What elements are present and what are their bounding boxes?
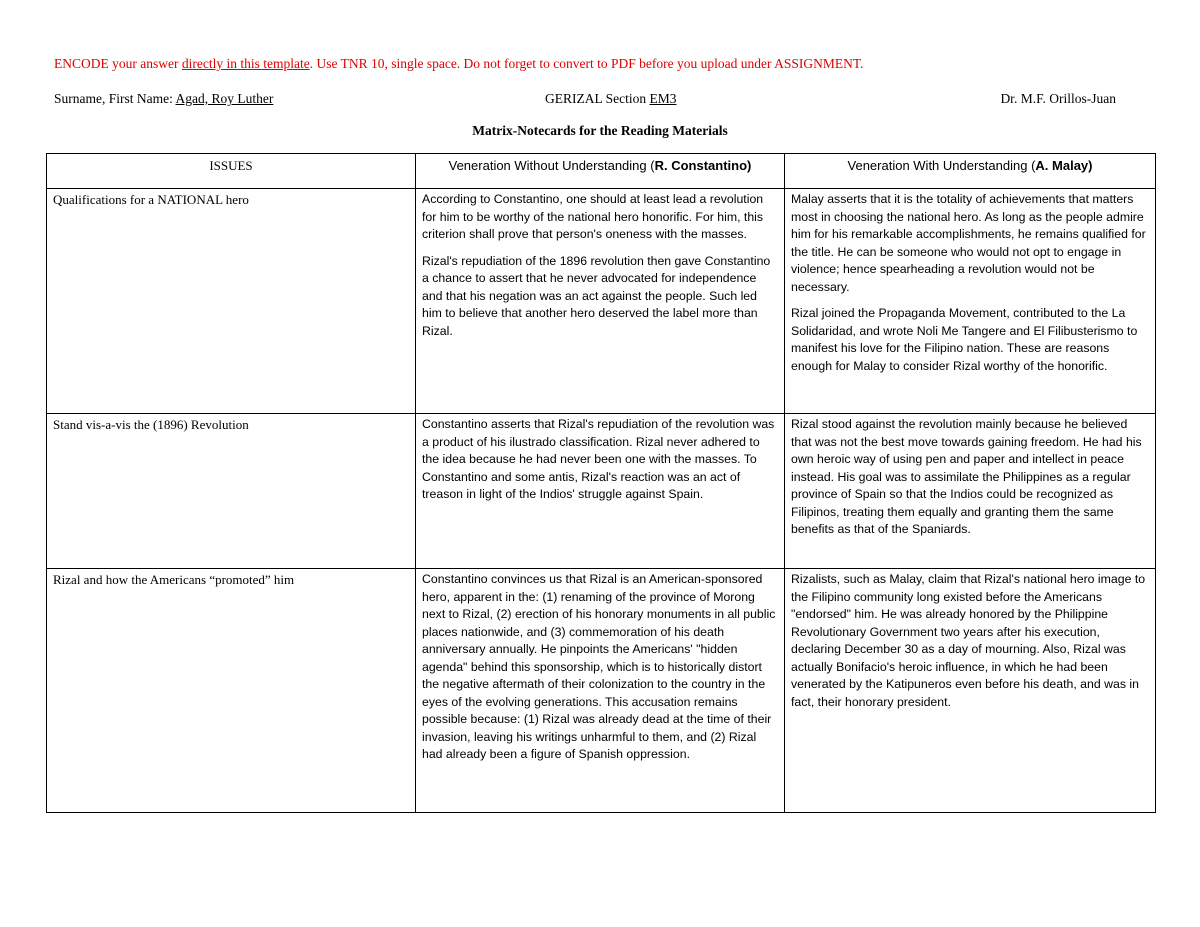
cell-paragraph: Constantino asserts that Rizal's repudiation of the revolution was a product of his ilustrado classification. Rizal never adhered to the idea because he had never been one with the masses. To Constantino and some antis, Rizal's reaction was an act of treason in light of the Indios' struggle against Spain.	[422, 417, 775, 501]
instructor-name: Dr. M.F. Orillos-Juan	[1000, 91, 1116, 106]
constantino-cell	[416, 189, 785, 414]
malay-cell	[785, 414, 1156, 569]
student-name	[54, 91, 273, 107]
student-info-row	[54, 91, 1116, 109]
instruction-line	[54, 56, 864, 72]
cell-paragraph: Rizal's repudiation of the 1896 revolution then gave Constantino a chance to assert that he never advocated for independence and that his negation was an act against the people. Such led him to believe that another hero deserved the label more than Rizal.	[422, 253, 771, 338]
header-issues: ISSUES	[47, 154, 416, 189]
constantino-cell	[416, 414, 785, 569]
instruction-underlined-text: directly in this template	[181, 56, 310, 71]
table-row	[47, 414, 1156, 569]
header-constantino-author: R. Constantino)	[654, 158, 752, 173]
instruction-text-1: ENCODE your answer	[54, 56, 182, 71]
matrix-table	[46, 153, 1156, 813]
header-malay	[785, 154, 1156, 189]
table-row	[47, 569, 1156, 813]
cell-paragraph: According to Constantino, one should at least lead a revolution for him to be worthy of the national hero honorific. For him, this criterion shall prove that person's oneness with the masses.	[422, 192, 764, 241]
name-label: Surname, First Name:	[54, 91, 176, 106]
header-malay-author: A. Malay)	[1035, 158, 1093, 173]
constantino-cell	[416, 569, 785, 813]
cell-paragraph: Rizal joined the Propaganda Movement, contributed to the La Solidaridad, and wrote Noli Me Tangere and El Filibusterismo to manifest his love for the Filipino nation. These are reasons enough for Malay to consider Rizal worthy of the honorific.	[791, 306, 1138, 373]
cell-paragraph: Rizalists, such as Malay, claim that Rizal's national hero image to the Filipino community long existed before the Americans "endorsed" him. He was already honored by the Philippine Revolutionary Government two years after his execution, declaring December 30 as a day of mourning. Also, Rizal was actually Bonifacio's heroic influence, in which he had been venerated by the Katipuneros even before his death, and was in fact, their honorary president.	[791, 572, 1146, 709]
issue-cell: Stand vis-a-vis the (1896) Revolution	[47, 414, 416, 569]
header-malay-prefix: Veneration With Understanding (	[847, 158, 1036, 173]
header-constantino-prefix: Veneration Without Understanding (	[448, 158, 655, 173]
malay-cell	[785, 569, 1156, 813]
table-header-row	[47, 154, 1156, 189]
malay-cell	[785, 189, 1156, 414]
issue-cell: Qualifications for a NATIONAL hero	[47, 189, 416, 414]
issue-cell: Rizal and how the Americans “promoted” him	[47, 569, 416, 813]
section-value: EM3	[649, 91, 677, 106]
document-title: Matrix-Notecards for the Reading Materials	[472, 123, 728, 138]
table-row	[47, 189, 1156, 414]
instruction-text-2: . Use TNR 10, single space. Do not forget to convert to PDF before you upload under ASSIGNMENT.	[309, 56, 864, 71]
section-label: GERIZAL Section	[545, 91, 650, 106]
course-section	[545, 91, 676, 107]
cell-paragraph: Rizal stood against the revolution mainly because he believed that was not the best move towards gaining freedom. He had his own heroic way of using pen and paper and intellect in peace instead. His goal was to assimilate the Philippines as a regular province of Spain so that the Indios could be recognized as Filipinos, treating them equally and granting them the same benefits as that of the Spaniards.	[791, 417, 1142, 536]
name-value: Agad, Roy Luther	[175, 91, 274, 106]
header-constantino	[416, 154, 785, 189]
cell-paragraph: Malay asserts that it is the totality of achievements that matters most in choosing the national hero. As long as the people admire him for his remarkable accomplishments, he remains qualified for the title. He can be someone who would not opt to engage in violence; hence spearheading a revolution would not be necessary.	[791, 192, 1146, 294]
cell-paragraph: Constantino convinces us that Rizal is an American-sponsored hero, apparent in the: (1) renaming of the province of Morong next to Rizal, (2) erection of his honorary monuments in all public places nationwide, and (3) commemoration of his death anniversary annually. He pinpoints the Americans' "hidden agenda" behind this sponsorship, which is to historically distort the negative aftermath of their colonization to the country in the eyes of the evolving generations. This accusation remains possible because: (1) Rizal was already dead at the time of their invasion, leaving his writings unharmful to them, and (2) Rizal had already been a figure of Spanish oppression.	[422, 572, 776, 761]
